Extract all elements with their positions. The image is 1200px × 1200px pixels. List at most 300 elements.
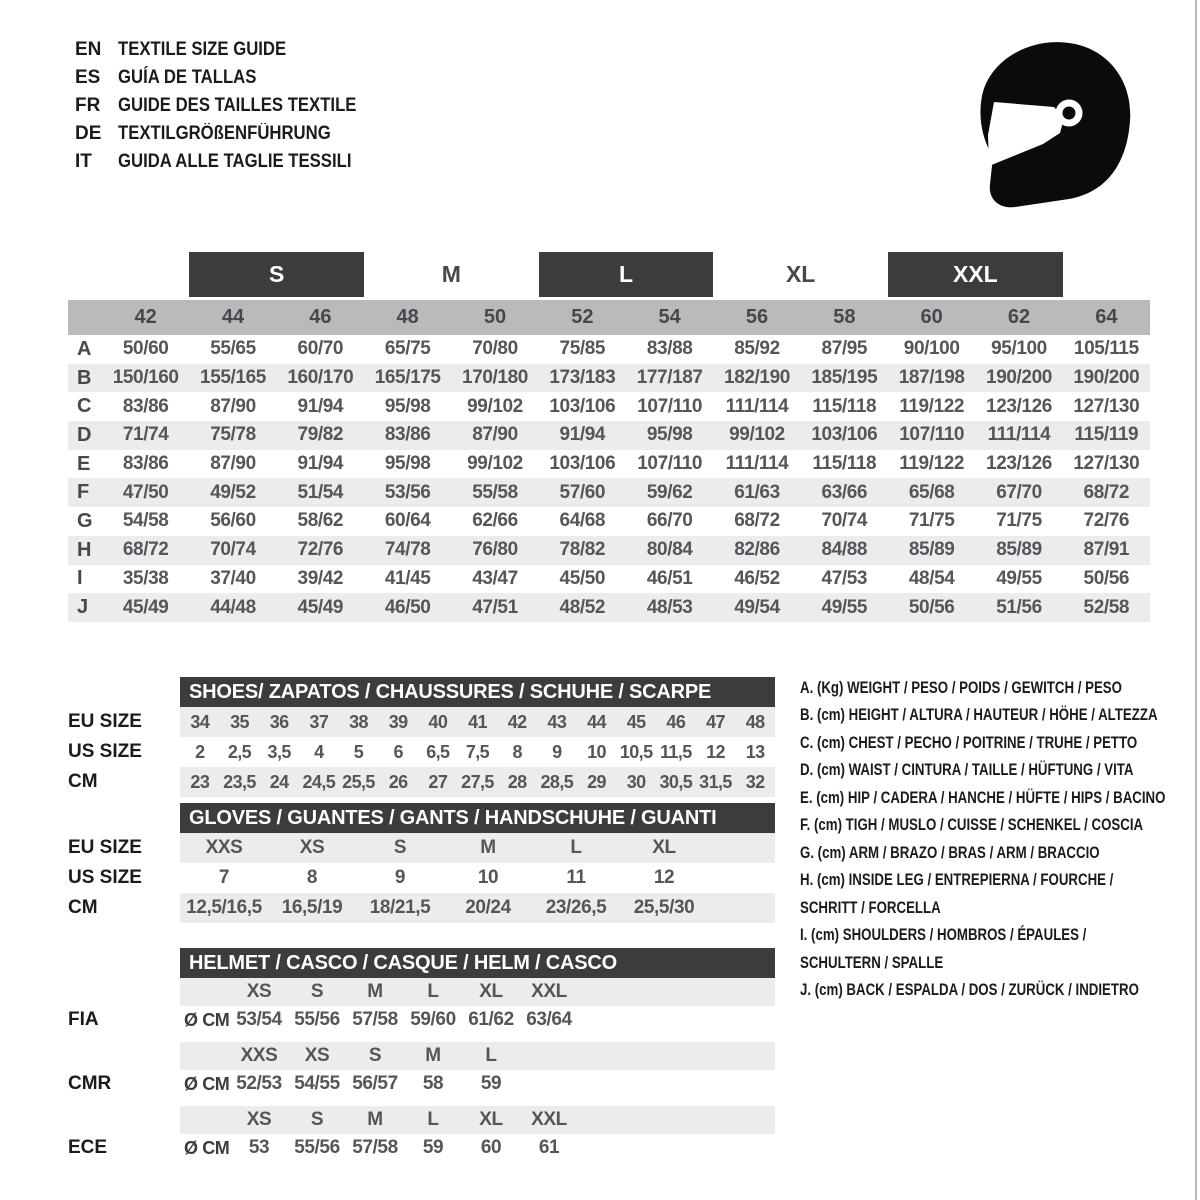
measurement-value-cell: 85/89: [908, 539, 955, 561]
measurement-value-cell: 190/200: [986, 367, 1052, 389]
shoes-value-cell: 32: [745, 771, 765, 792]
helmet-value-cell: 63/64: [526, 1009, 572, 1030]
legend-line-text: J. (cm) BACK / ESPALDA / DOS / ZURÜCK / INDIETRO: [800, 980, 1139, 1000]
helmet-row-label: [68, 1106, 180, 1134]
legend-line-text: D. (cm) WAIST / CINTURA / TAILLE / HÜFTUNG / VITA: [800, 760, 1134, 780]
shoes-value-cell: 13: [745, 741, 765, 762]
shoes-value-cell: 46: [666, 711, 686, 732]
gloves-value-cell: 12: [653, 867, 675, 888]
numeric-size-cell: 62: [1007, 306, 1031, 328]
language-code: FR: [75, 95, 101, 116]
legend-line-text: C. (cm) CHEST / PECHO / POITRINE / TRUHE / PETTO: [800, 732, 1138, 752]
helmet-value-cell: XS: [246, 981, 272, 1002]
shoes-value-cell: 30,5: [659, 771, 693, 792]
measurement-value-cell: 84/88: [821, 539, 868, 561]
measurement-value-cell: 90/100: [903, 338, 960, 360]
shoes-value-cell: 2,5: [227, 741, 252, 762]
legend-line: [800, 812, 1200, 840]
measurement-value-cell: 58/62: [297, 510, 344, 532]
measurement-row: [68, 565, 1150, 594]
language-row: [75, 64, 389, 92]
measurement-value-cell: 91/94: [297, 453, 344, 475]
measurement-value-cell: 66/70: [646, 510, 693, 532]
measurement-value-cell: 41/45: [384, 567, 431, 589]
shoes-row: [68, 767, 775, 797]
gloves-value-cell: 9: [394, 867, 406, 888]
numeric-size-cell: 52: [571, 306, 594, 328]
measurement-value-cell: 155/165: [200, 367, 266, 389]
measurement-value-cell: 62/66: [472, 510, 518, 532]
legend-line: [800, 867, 1200, 895]
numeric-size-row: [68, 300, 1150, 335]
measurement-value-cell: 185/195: [811, 367, 878, 389]
legend-line: [800, 977, 1200, 1005]
shoes-value-cell: 12: [706, 741, 725, 762]
measurement-value-cell: 107/110: [637, 395, 703, 417]
numeric-size-cell: 50: [483, 306, 507, 328]
gloves-size-table: [68, 803, 775, 923]
legend-line-text: B. (cm) HEIGHT / ALTURA / HAUTEUR / HÖHE / ALTEZZA: [800, 705, 1158, 725]
shoes-value-cell: 6: [393, 741, 403, 762]
helmet-row-label: CMR: [68, 1073, 112, 1094]
helmet-value-cell: 54/55: [294, 1073, 340, 1094]
gloves-value-cell: M: [480, 837, 496, 858]
measurement-value-cell: 65/68: [908, 481, 955, 503]
helmet-value-cell: XS: [304, 1045, 330, 1066]
measurement-value-cell: 173/183: [549, 367, 616, 389]
numeric-size-cell: 44: [221, 306, 245, 328]
gloves-value-cell: 16,5/19: [281, 897, 343, 918]
measurement-value-cell: 49/55: [821, 596, 868, 618]
measurement-value-cell: 46/52: [734, 567, 780, 589]
shoes-value-cell: 4: [314, 741, 324, 762]
shoes-value-cell: 3,5: [267, 741, 291, 762]
measurement-row: [68, 364, 1150, 393]
measurement-value-cell: 83/86: [384, 424, 431, 446]
legend-item: [800, 729, 1200, 757]
legend-line-text: H. (cm) INSIDE LEG / ENTREPIERNA / FOURCHE /: [800, 870, 1114, 890]
language-title: GUIDA ALLE TAGLIE TESSILI: [118, 151, 352, 172]
measurement-value-cell: 45/49: [122, 596, 169, 618]
measurement-value-cell: 76/80: [472, 539, 518, 561]
legend-line: [800, 674, 1200, 702]
gloves-row: [68, 893, 775, 923]
measurement-value-cell: 78/82: [559, 539, 606, 561]
language-title: TEXTILE SIZE GUIDE: [118, 39, 287, 60]
measurement-value-cell: 99/102: [467, 453, 523, 475]
numeric-size-cell: 46: [309, 306, 332, 328]
helmet-value-cell: XL: [479, 981, 503, 1002]
helmet-row-values: [180, 1106, 775, 1134]
measurement-value-cell: 71/75: [996, 510, 1042, 532]
measurement-row: [68, 421, 1150, 450]
measurement-row-label: G: [77, 509, 93, 532]
helmet-table-title: HELMET / CASCO / CASQUE / HELM / CASCO: [180, 948, 775, 978]
measurement-row-label: H: [77, 538, 92, 561]
helmet-value-cell: 59/60: [410, 1009, 456, 1030]
measurement-row-label: B: [77, 366, 92, 389]
shoes-row: [68, 737, 775, 767]
shoes-row-label: US SIZE: [68, 741, 142, 762]
measurement-value-cell: 60/64: [384, 510, 431, 532]
helmet-row-label: [68, 978, 180, 1006]
language-code: ES: [75, 67, 101, 88]
shoes-value-cell: 42: [507, 711, 527, 732]
measurement-value-cell: 187/198: [898, 367, 965, 389]
helmet-value-cell: 56/57: [352, 1073, 398, 1094]
numeric-size-cell: 42: [134, 306, 157, 328]
shoes-value-cell: 36: [269, 711, 289, 732]
measurement-value-cell: 103/106: [549, 395, 616, 417]
measurement-value-cell: 49/54: [734, 596, 780, 618]
gloves-row-label: US SIZE: [68, 867, 142, 888]
legend-item: [800, 867, 1200, 922]
legend-item: [800, 922, 1200, 977]
helmet-title-row: [68, 948, 775, 978]
measurement-row-label: A: [77, 337, 92, 360]
measurement-row: [68, 335, 1150, 364]
measurement-row-label: E: [77, 452, 91, 475]
measurement-value-cell: 170/180: [462, 367, 528, 389]
shoes-value-cell: 10: [587, 741, 606, 762]
measurement-value-cell: 119/122: [899, 395, 965, 417]
legend-item: [800, 674, 1200, 702]
measurement-value-cell: 85/92: [734, 338, 780, 360]
measurement-value-cell: 79/82: [297, 424, 344, 446]
measurement-value-cell: 119/122: [899, 453, 965, 475]
shoes-value-cell: 40: [428, 711, 448, 732]
measurement-value-cell: 44/48: [210, 596, 256, 618]
numeric-size-spacer: [68, 300, 102, 335]
shoes-value-cell: 7,5: [465, 741, 490, 762]
shoes-value-cell: 28,5: [540, 771, 574, 792]
measurement-legend: [800, 674, 1200, 1004]
numeric-size-cell: 64: [1095, 306, 1118, 328]
gloves-row: [68, 833, 775, 863]
size-group-cell: S: [189, 252, 364, 297]
shoes-value-cell: 41: [468, 711, 487, 732]
helmet-row-values: [180, 1070, 775, 1098]
page-right-border: [1195, 0, 1197, 1200]
measurement-value-cell: 59/62: [646, 481, 693, 503]
helmet-value-cell: XS: [246, 1109, 272, 1130]
shoes-value-cell: 9: [552, 741, 562, 762]
measurement-value-cell: 127/130: [1073, 453, 1140, 475]
measurement-value-cell: 87/90: [210, 395, 256, 417]
measurement-value-cell: 48/52: [559, 596, 606, 618]
gloves-value-cell: 12,5/16,5: [186, 897, 262, 918]
gloves-row: [68, 863, 775, 893]
measurement-value-cell: 49/52: [210, 481, 256, 503]
shoes-value-cell: 37: [309, 711, 329, 732]
shoes-row-label: CM: [68, 771, 98, 792]
shoes-value-cell: 30: [626, 771, 646, 792]
measurement-row-label: F: [77, 481, 90, 504]
measurement-row: [68, 478, 1150, 507]
measurement-value-cell: 85/89: [996, 539, 1042, 561]
numeric-size-cell: 56: [745, 306, 769, 328]
helmet-value-cell: 59: [480, 1073, 502, 1094]
measurement-value-cell: 91/94: [297, 395, 344, 417]
shoes-value-cell: 39: [388, 711, 408, 732]
helmet-row: [68, 978, 775, 1006]
shoes-value-cell: 43: [547, 711, 567, 732]
language-code: IT: [75, 151, 92, 172]
helmet-value-cell: L: [485, 1045, 497, 1066]
shoes-value-cell: 48: [745, 711, 765, 732]
measurement-value-cell: 115/119: [1074, 424, 1139, 446]
legend-line: [800, 949, 1200, 977]
measurement-value-cell: 123/126: [986, 453, 1052, 475]
language-row: [75, 36, 389, 64]
measurement-value-cell: 50/60: [122, 338, 169, 360]
helmet-value-cell: L: [427, 981, 439, 1002]
measurement-value-cell: 53/56: [384, 481, 431, 503]
measurement-value-cell: 111/114: [987, 424, 1051, 446]
measurement-value-cell: 74/78: [384, 539, 431, 561]
measurement-value-cell: 51/56: [996, 596, 1042, 618]
helmet-size-table: [68, 948, 775, 1162]
measurement-value-cell: 87/95: [821, 338, 868, 360]
gloves-row-values: [180, 833, 775, 863]
helmet-value-cell: 59: [422, 1137, 444, 1158]
helmet-value-cell: 52/53: [236, 1073, 282, 1094]
measurement-value-cell: 111/114: [725, 453, 789, 475]
shoes-row-values: [180, 737, 775, 767]
helmet-value-cell: S: [310, 981, 324, 1002]
helmet-unit-cell: [180, 978, 230, 1006]
legend-item: [800, 977, 1200, 1005]
measurement-value-cell: 55/58: [472, 481, 518, 503]
measurement-value-cell: 65/75: [384, 338, 431, 360]
helmet-row: [68, 1006, 775, 1034]
helmet-value-cell: XL: [479, 1109, 503, 1130]
measurement-rows: [68, 335, 1150, 622]
helmet-value-cell: 55/56: [294, 1137, 340, 1158]
size-group-cell: M: [441, 261, 461, 287]
apparel-size-table: [68, 252, 1150, 622]
helmet-value-cell: 58: [422, 1073, 444, 1094]
size-group-cell: [1063, 252, 1150, 297]
gloves-row-label: EU SIZE: [68, 837, 142, 858]
helmet-value-cell: 57/58: [352, 1137, 398, 1158]
language-title: GUÍA DE TALLAS: [118, 67, 257, 88]
measurement-value-cell: 95/100: [991, 338, 1047, 360]
measurement-value-cell: 107/110: [637, 453, 703, 475]
gloves-value-cell: XS: [299, 837, 325, 858]
legend-line: [800, 784, 1200, 812]
shoes-value-cell: 29: [587, 771, 606, 792]
gloves-value-cell: 10: [477, 867, 499, 888]
measurement-value-cell: 56/60: [210, 510, 256, 532]
shoes-value-cell: 27,5: [461, 771, 494, 792]
measurement-value-cell: 47/53: [821, 567, 868, 589]
measurement-value-cell: 123/126: [986, 395, 1052, 417]
measurement-row: [68, 536, 1150, 565]
helmet-value-cell: [520, 1042, 578, 1070]
helmet-unit-cell: [180, 1042, 230, 1070]
legend-line-text: SCHULTERN / SPALLE: [800, 952, 944, 972]
measurement-value-cell: 177/187: [636, 367, 703, 389]
helmet-value-cell: 61: [538, 1137, 560, 1158]
measurement-value-cell: 43/47: [472, 567, 518, 589]
shoes-title-spacer: [68, 677, 180, 707]
measurement-value-cell: 63/66: [821, 481, 868, 503]
racing-helmet-icon: [975, 40, 1137, 210]
shoes-row-values: [180, 767, 775, 797]
helmet-row-values: [180, 1042, 775, 1070]
size-group-cell: XL: [785, 261, 816, 287]
gloves-value-cell: XL: [652, 837, 676, 858]
measurement-row-label: J: [77, 596, 89, 619]
measurement-row: [68, 392, 1150, 421]
measurement-value-cell: 87/91: [1083, 539, 1130, 561]
legend-line-text: A. (Kg) WEIGHT / PESO / POIDS / GEWITCH / PESO: [800, 677, 1122, 697]
helmet-value-cell: S: [310, 1109, 324, 1130]
helmet-row-label: FIA: [68, 1009, 99, 1030]
measurement-value-cell: 83/86: [122, 453, 169, 475]
legend-item: [800, 839, 1200, 867]
helmet-value-cell: 61/62: [468, 1009, 514, 1030]
measurement-value-cell: 60/70: [297, 338, 344, 360]
measurement-value-cell: 50/56: [908, 596, 955, 618]
gloves-row-label: CM: [68, 897, 98, 918]
legend-line: [800, 922, 1200, 950]
shoes-value-cell: 11,5: [660, 741, 692, 762]
size-group-spacer: [68, 252, 102, 297]
measurement-value-cell: 39/42: [297, 567, 344, 589]
helmet-value-cell: 55/56: [294, 1009, 340, 1030]
measurement-value-cell: 35/38: [122, 567, 169, 589]
helmet-value-cell: 60: [480, 1137, 502, 1158]
measurement-value-cell: 72/76: [1083, 510, 1130, 532]
measurement-value-cell: 87/90: [210, 453, 256, 475]
legend-item: [800, 784, 1200, 812]
measurement-value-cell: 105/115: [1073, 338, 1139, 360]
size-group-cell: L: [539, 252, 714, 297]
measurement-value-cell: 45/49: [297, 596, 344, 618]
helmet-row: [68, 1106, 775, 1134]
numeric-size-cell: 60: [920, 306, 943, 328]
measurement-value-cell: 52/58: [1083, 596, 1130, 618]
helmet-unit-cell: [180, 1106, 230, 1134]
shoes-value-cell: 23: [190, 771, 210, 792]
gloves-table-title: GLOVES / GUANTES / GANTS / HANDSCHUHE / GUANTI: [180, 803, 775, 833]
shoes-row-values: [180, 707, 775, 737]
gloves-title-spacer: [68, 803, 180, 833]
helmet-row-values: [180, 1006, 775, 1034]
legend-line: [800, 729, 1200, 757]
gloves-value-cell: S: [393, 837, 407, 858]
measurement-value-cell: 54/58: [122, 510, 169, 532]
gloves-value-cell: 7: [218, 867, 230, 888]
measurement-value-cell: 165/175: [374, 367, 441, 389]
shoes-value-cell: 25,5: [342, 771, 375, 792]
language-row: [75, 92, 389, 120]
gloves-value-cell: L: [570, 837, 582, 858]
measurement-value-cell: 70/74: [210, 539, 256, 561]
measurement-value-cell: 61/63: [734, 481, 780, 503]
gloves-title-row: [68, 803, 775, 833]
shoes-row: [68, 707, 775, 737]
gloves-value-cell: 20/24: [465, 897, 511, 918]
shoes-value-cell: 47: [706, 711, 725, 732]
measurement-value-cell: 71/74: [122, 424, 169, 446]
legend-line: [800, 757, 1200, 785]
gloves-value-cell: 11: [566, 867, 586, 888]
language-title: TEXTILGRÖßENFÜHRUNG: [118, 123, 331, 144]
shoes-size-table: [68, 677, 775, 797]
measurement-value-cell: 71/75: [908, 510, 955, 532]
measurement-value-cell: 83/88: [646, 338, 693, 360]
measurement-value-cell: 45/50: [559, 567, 606, 589]
measurement-value-cell: 99/102: [729, 424, 785, 446]
legend-item: [800, 812, 1200, 840]
measurement-value-cell: 46/50: [384, 596, 431, 618]
shoes-row-label: EU SIZE: [68, 711, 142, 732]
helmet-value-cell: 53/54: [236, 1009, 282, 1030]
helmet-row: [68, 1042, 775, 1070]
helmet-value-cell: S: [368, 1045, 382, 1066]
helmet-value-cell: 57/58: [352, 1009, 398, 1030]
measurement-row: [68, 507, 1150, 536]
measurement-value-cell: 103/106: [811, 424, 878, 446]
measurement-value-cell: 47/50: [122, 481, 169, 503]
helmet-row-label: [68, 1042, 180, 1070]
measurement-value-cell: 111/114: [725, 395, 789, 417]
helmet-row-values: [180, 978, 775, 1006]
measurement-value-cell: 103/106: [549, 453, 616, 475]
measurement-value-cell: 160/170: [287, 367, 354, 389]
measurement-value-cell: 55/65: [210, 338, 256, 360]
helmet-row-label: ECE: [68, 1137, 108, 1158]
shoes-title-row: [68, 677, 775, 707]
measurement-value-cell: 67/70: [996, 481, 1042, 503]
language-title-list: [75, 36, 389, 176]
measurement-value-cell: 115/118: [812, 395, 877, 417]
measurement-value-cell: 75/85: [559, 338, 606, 360]
measurement-value-cell: 150/160: [112, 367, 179, 389]
measurement-value-cell: 70/80: [472, 338, 518, 360]
helmet-value-cell: 53: [248, 1137, 270, 1158]
measurement-row-label: D: [77, 423, 92, 446]
gloves-value-cell: 18/21,5: [369, 897, 431, 918]
legend-line: [800, 894, 1200, 922]
helmet-row: [68, 1134, 775, 1162]
shoes-value-cell: 45: [626, 711, 646, 732]
shoes-value-cell: 38: [349, 711, 368, 732]
measurement-value-cell: 49/55: [996, 567, 1042, 589]
gloves-row-values: [180, 893, 775, 923]
measurement-row: [68, 450, 1150, 479]
measurement-value-cell: 107/110: [899, 424, 965, 446]
gloves-value-cell: 8: [306, 867, 318, 888]
measurement-value-cell: 48/53: [646, 596, 693, 618]
shoes-value-cell: 26: [388, 771, 408, 792]
measurement-value-cell: 80/84: [646, 539, 693, 561]
measurement-value-cell: 99/102: [467, 395, 523, 417]
helmet-value-cell: M: [425, 1045, 441, 1066]
language-row: [75, 148, 389, 176]
helmet-value-cell: L: [427, 1109, 439, 1130]
shoes-value-cell: 6,5: [426, 741, 450, 762]
legend-line-text: G. (cm) ARM / BRAZO / BRAS / ARM / BRACCIO: [800, 842, 1100, 862]
size-group-cell: XXL: [888, 252, 1063, 297]
helmet-unit-cell: Ø CM: [184, 1009, 230, 1030]
measurement-value-cell: 70/74: [821, 510, 868, 532]
measurement-value-cell: 95/98: [384, 395, 431, 417]
measurement-value-cell: 127/130: [1073, 395, 1140, 417]
